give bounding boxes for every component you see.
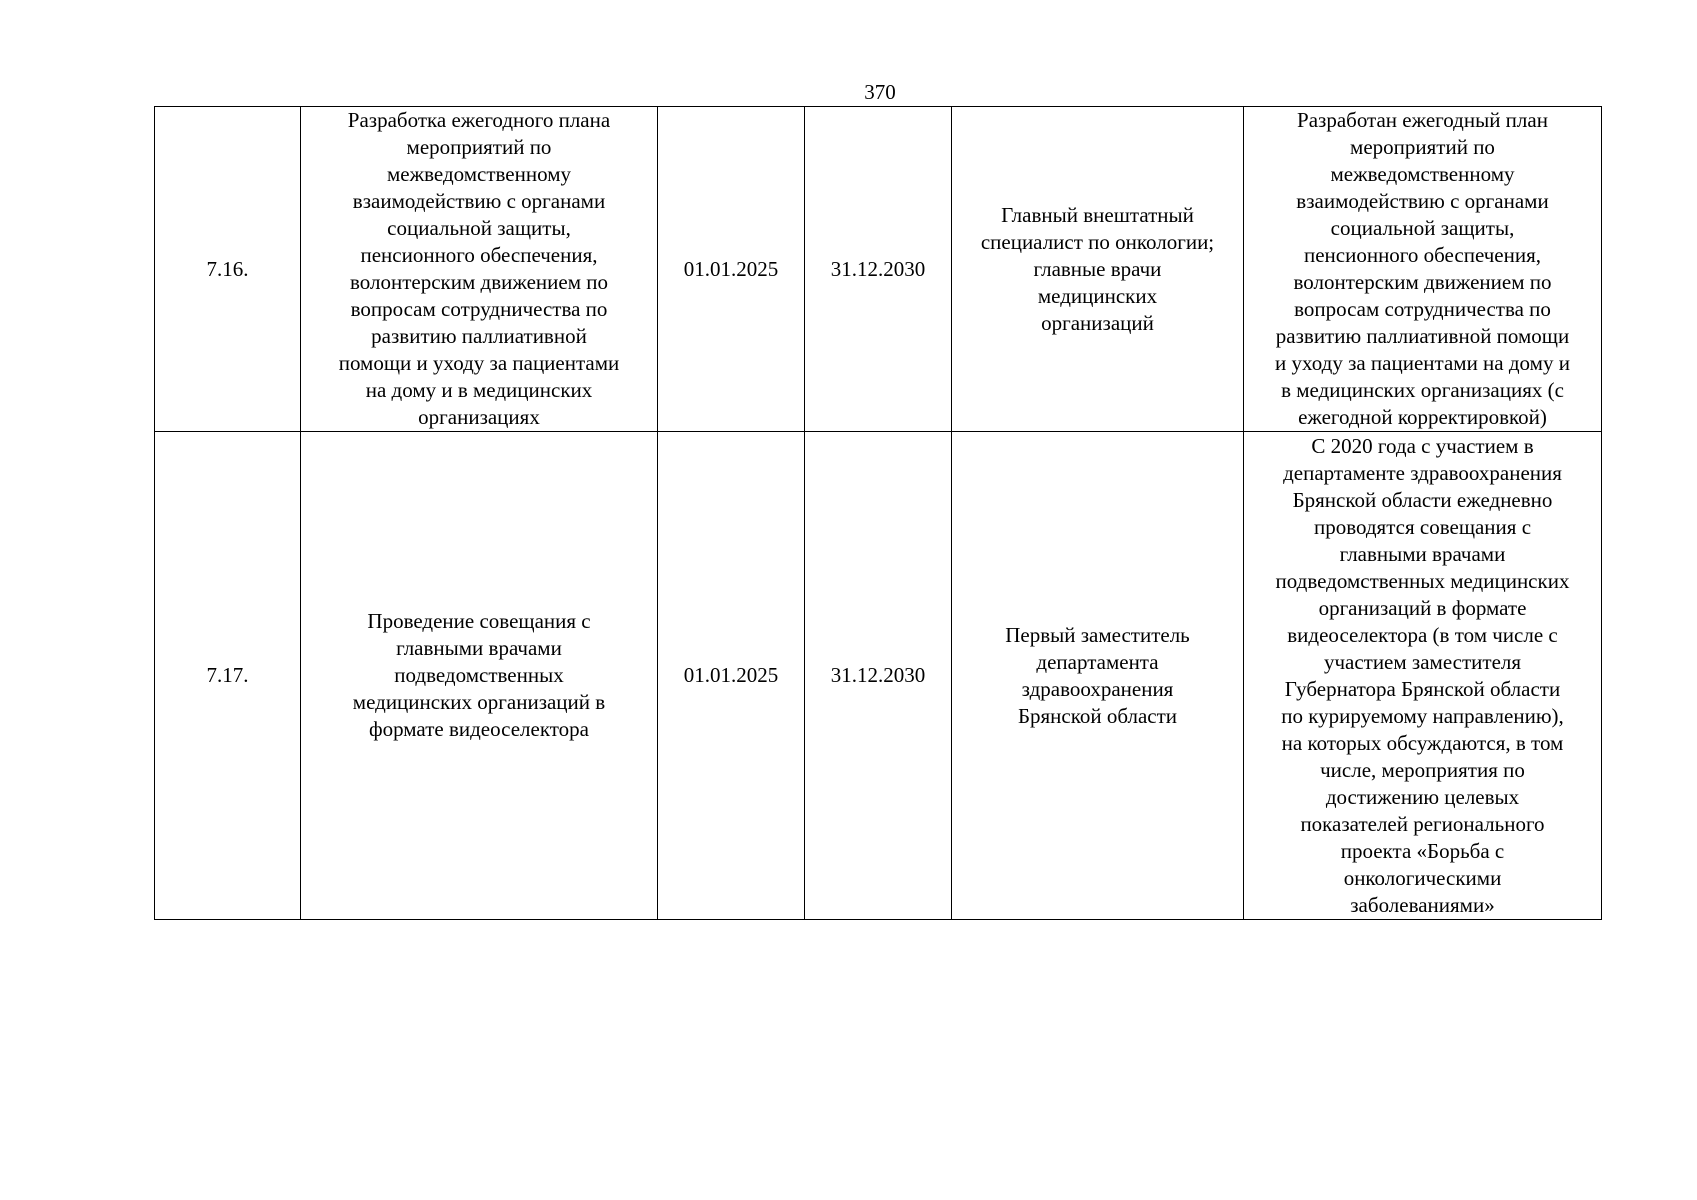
end-date: 31.12.2030 xyxy=(830,256,926,281)
row-number: 7.17. xyxy=(206,663,249,687)
text-line: ежегодной корректировкой) xyxy=(1298,405,1547,429)
text-line: специалист по онкологии; xyxy=(980,229,1215,254)
text-line: волонтерским движением по xyxy=(350,270,608,294)
text-line: и уходу за пациентами на дому и xyxy=(1275,351,1570,375)
text-line: департамента xyxy=(1036,649,1159,674)
text-line: числе, мероприятия по xyxy=(1320,757,1525,782)
text-line: проводятся совещания с xyxy=(1313,514,1532,539)
text-line: достижению целевых xyxy=(1325,784,1520,809)
responsible-cell xyxy=(952,432,1244,920)
result-cell xyxy=(1244,107,1602,432)
text-line: волонтерским движением по xyxy=(1293,270,1552,294)
responsible-cell xyxy=(952,107,1244,432)
result-text xyxy=(1250,433,1595,919)
text-line: в медицинских организациях (с xyxy=(1281,378,1564,402)
text-line: подведомственных медицинских xyxy=(1275,568,1570,593)
text-line: онкологическими xyxy=(1343,865,1502,890)
text-line: развитию паллиативной xyxy=(371,324,587,348)
text-line: взаимодействию с органами xyxy=(1296,189,1549,213)
text-line: пенсионного обеспечения, xyxy=(1303,243,1542,267)
start-date-cell xyxy=(658,432,805,920)
text-line: вопросам сотрудничества по xyxy=(350,297,608,321)
text-line: вопросам сотрудничества по xyxy=(1294,297,1551,321)
event-cell xyxy=(301,432,658,920)
text-line: главными врачами xyxy=(1339,541,1506,566)
text-line: мероприятий по xyxy=(406,135,552,159)
text-line: взаимодействию с органами xyxy=(352,189,606,213)
text-line: Губернатора Брянской области xyxy=(1284,676,1561,701)
text-line: по курируемому направлению), xyxy=(1281,703,1564,728)
text-line: заболеваниями» xyxy=(1350,892,1495,917)
row-number-cell xyxy=(155,432,301,920)
text-line: подведомственных xyxy=(394,663,564,687)
text-line: медицинских xyxy=(1037,283,1158,308)
table-row xyxy=(155,107,1602,432)
text-line: проекта «Борьба с xyxy=(1340,838,1505,863)
text-line: помощи и уходу за пациентами xyxy=(338,351,620,375)
text-line: социальной защиты, xyxy=(387,216,571,240)
text-line: главные врачи xyxy=(1033,256,1162,281)
text-line: организациях xyxy=(418,405,540,429)
start-date: 01.01.2025 xyxy=(683,663,779,687)
text-line: пенсионного обеспечения, xyxy=(360,243,598,267)
page-number: 370 xyxy=(864,80,896,104)
text-line: на дому и в медицинских xyxy=(365,378,593,402)
text-line: развитию паллиативной помощи xyxy=(1275,324,1570,348)
table-row xyxy=(155,432,1602,920)
end-date-cell xyxy=(805,432,952,920)
text-line: социальной защиты, xyxy=(1330,216,1515,240)
text-line: организаций xyxy=(1041,310,1154,335)
row-number-cell xyxy=(155,107,301,432)
text-line: Главный внештатный xyxy=(1001,202,1194,227)
text-line: межведомственному xyxy=(1330,162,1515,186)
text-line: участием заместителя xyxy=(1323,649,1522,674)
event-cell xyxy=(301,107,658,432)
text-line: видеоселектора (в том числе с xyxy=(1287,622,1558,647)
text-line: департаменте здравоохранения xyxy=(1283,460,1562,485)
text-line: организаций в формате xyxy=(1318,595,1527,620)
end-date-cell xyxy=(805,107,952,432)
event-text xyxy=(307,107,651,431)
text-line: Первый заместитель xyxy=(1005,622,1190,647)
event-text xyxy=(307,608,651,743)
text-line: Брянской области ежедневно xyxy=(1292,487,1553,512)
result-cell xyxy=(1244,432,1602,920)
text-line: межведомственному xyxy=(386,162,571,186)
text-line: показателей регионального xyxy=(1300,811,1545,836)
responsible-text xyxy=(958,622,1237,730)
text-line: Брянской области xyxy=(1017,703,1178,728)
start-date: 01.01.2025 xyxy=(683,256,779,281)
measures-table xyxy=(154,106,1602,920)
text-line: С 2020 года с участием в xyxy=(1311,433,1534,458)
responsible-text xyxy=(958,202,1237,337)
start-date-cell xyxy=(658,107,805,432)
text-line: мероприятий по xyxy=(1350,135,1495,159)
text-line: Проведение совещания с xyxy=(367,609,591,633)
end-date: 31.12.2030 xyxy=(830,663,926,687)
text-line: Разработка ежегодного плана xyxy=(347,108,611,132)
result-text xyxy=(1250,107,1595,431)
text-line: Разработан ежегодный план xyxy=(1297,108,1548,132)
text-line: на которых обсуждаются, в том xyxy=(1281,730,1564,755)
text-line: главными врачами xyxy=(396,636,562,660)
row-number: 7.16. xyxy=(206,256,249,281)
text-line: здравоохранения xyxy=(1021,676,1174,701)
text-line: формате видеоселектора xyxy=(369,717,589,741)
text-line: медицинских организаций в xyxy=(352,690,606,714)
